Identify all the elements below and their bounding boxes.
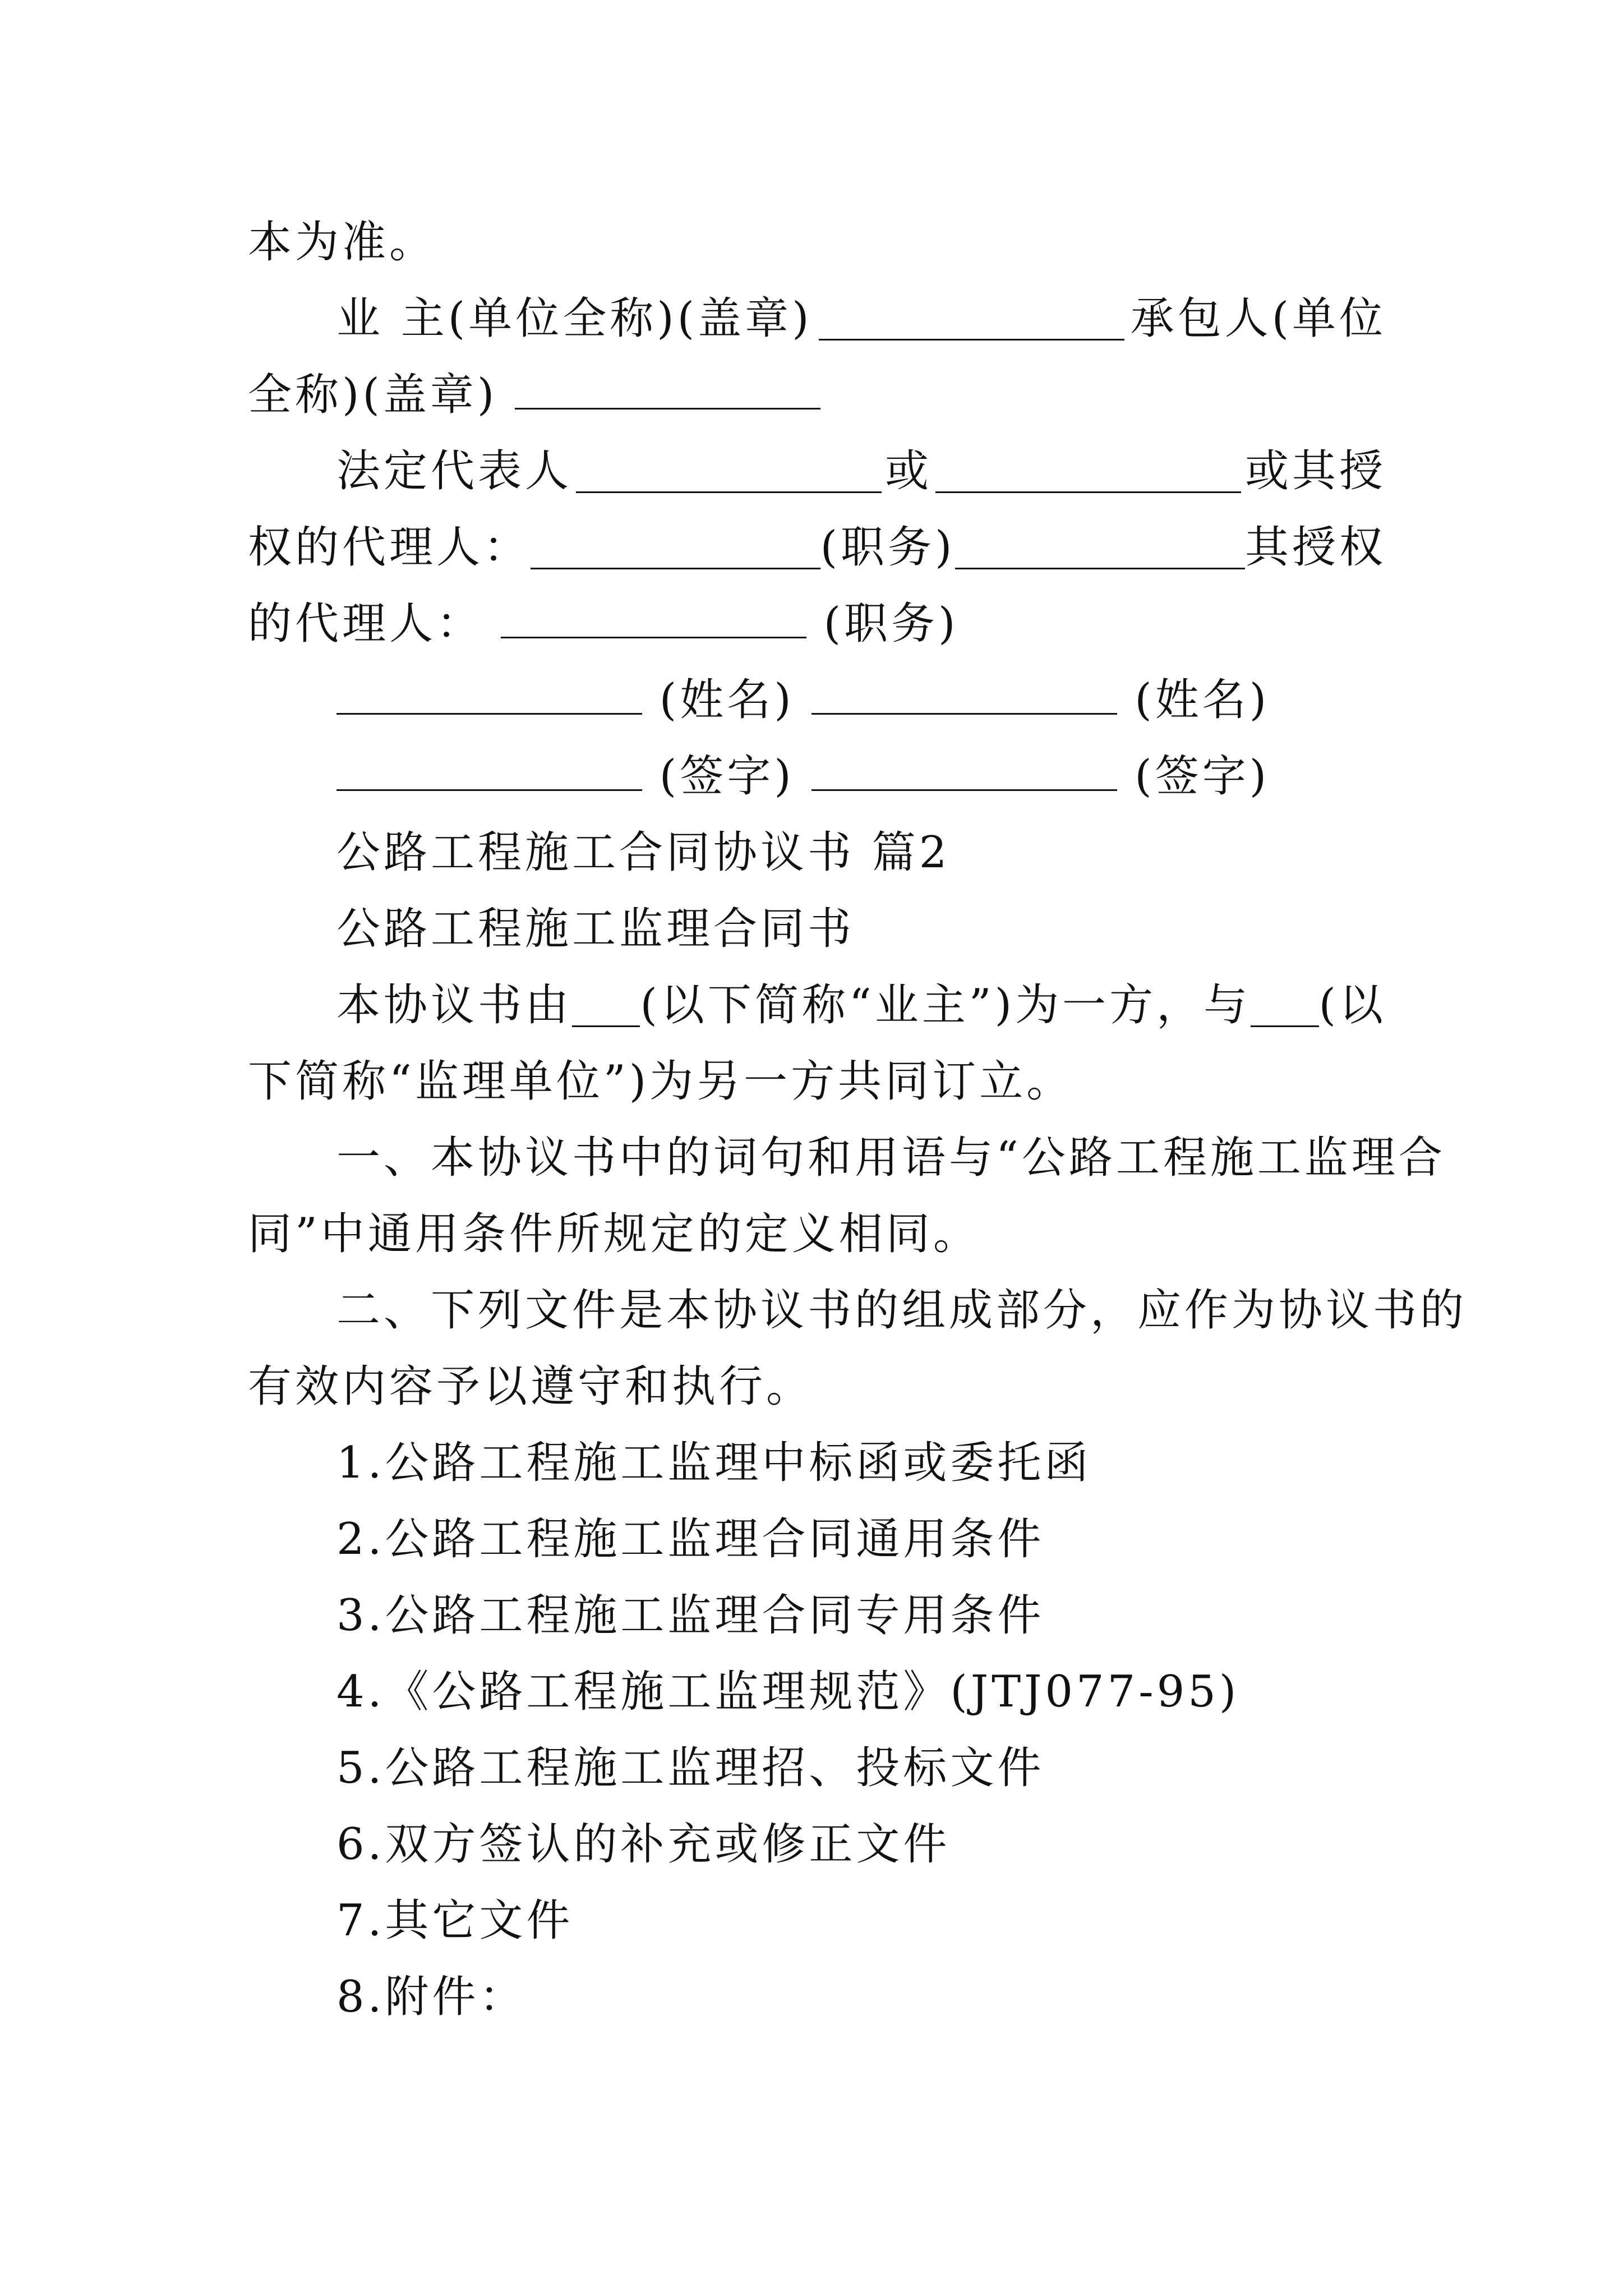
blank-field bbox=[955, 526, 1245, 569]
blank-field bbox=[811, 671, 1117, 715]
signature-line-name bbox=[336, 666, 1386, 734]
text-segment: 8.附件： bbox=[336, 1972, 527, 2022]
list-item bbox=[336, 1963, 1386, 2031]
text-segment: 1.公路工程施工监理中标函或委托函 bbox=[336, 1438, 1092, 1488]
paragraph-line bbox=[248, 1353, 1386, 1420]
text-segment: 3.公路工程施工监理合同专用条件 bbox=[336, 1590, 1045, 1641]
text-segment: 全称)(盖章) bbox=[248, 370, 498, 420]
document-title bbox=[336, 895, 1386, 963]
signature-line-agent bbox=[248, 514, 1386, 581]
paragraph-line bbox=[248, 1200, 1386, 1268]
text-segment: (姓名) bbox=[659, 675, 795, 725]
text-segment: 本为准。 bbox=[248, 217, 437, 268]
text-segment: 二、下列文件是本协议书的组成部分，应作为协议书的 bbox=[336, 1285, 1468, 1336]
blank-field bbox=[515, 366, 820, 409]
text-segment: 承包人(单位 bbox=[1130, 293, 1386, 344]
text-segment: 业 主(单位全称)(盖章) bbox=[336, 293, 813, 344]
signature-line-contractor bbox=[248, 361, 1386, 429]
text-segment: 或 bbox=[884, 446, 932, 496]
text-segment: 7.其它文件 bbox=[336, 1895, 574, 1946]
blank-field bbox=[336, 671, 642, 715]
paragraph-line bbox=[336, 972, 1386, 1039]
blank-field bbox=[336, 748, 642, 791]
section-heading bbox=[336, 819, 1386, 886]
text-segment: 4.《公路工程施工监理规范》(JTJ077-95) bbox=[336, 1667, 1240, 1717]
text-segment: 权的代理人： bbox=[248, 522, 531, 573]
text-segment: (职务) bbox=[820, 522, 956, 573]
list-item bbox=[336, 1582, 1386, 1649]
text-segment: 本协议书由 bbox=[336, 980, 573, 1030]
text-segment: 法定代表人 bbox=[336, 446, 573, 496]
text-segment: 6.双方签认的补充或修正文件 bbox=[336, 1819, 951, 1870]
signature-line-agent-2 bbox=[248, 590, 1386, 657]
text-segment: 的代理人： bbox=[248, 599, 484, 649]
text-segment: (姓名) bbox=[1135, 675, 1270, 725]
blank-field bbox=[811, 748, 1117, 791]
text-segment: 5.公路工程施工监理招、投标文件 bbox=[336, 1743, 1045, 1793]
text-segment: 公路工程施工合同协议书 篇2 bbox=[336, 827, 951, 878]
text-segment: (以下简称“业主”)为一方，与 bbox=[640, 980, 1251, 1030]
text-segment: 其授权 bbox=[1244, 522, 1386, 573]
text-segment: (签字) bbox=[659, 751, 795, 802]
text-segment: 一、本协议书中的词句和用语与“公路工程施工监理合 bbox=[336, 1133, 1446, 1183]
paragraph-line bbox=[248, 1048, 1386, 1115]
text-segment: 2.公路工程施工监理合同通用条件 bbox=[336, 1514, 1045, 1565]
list-item bbox=[336, 1811, 1386, 1878]
paragraph-line bbox=[336, 1277, 1468, 1344]
list-item bbox=[336, 1429, 1386, 1497]
list-item bbox=[336, 1658, 1386, 1726]
blank-field bbox=[501, 595, 806, 638]
text-segment: (以 bbox=[1318, 980, 1386, 1030]
text-segment: 公路工程施工监理合同书 bbox=[336, 904, 855, 954]
paragraph-line bbox=[336, 1124, 1446, 1191]
text-segment: 同”中通用条件所规定的定义相同。 bbox=[248, 1209, 980, 1259]
list-item bbox=[336, 1506, 1386, 1573]
text-segment: 下简称“监理单位”)为另一方共同订立。 bbox=[248, 1056, 1074, 1107]
text-segment: (职务) bbox=[823, 599, 959, 649]
signature-line-representative bbox=[336, 438, 1386, 505]
text-segment: (签字) bbox=[1135, 751, 1270, 802]
text-line bbox=[248, 209, 1386, 276]
signature-line-owner bbox=[336, 285, 1386, 352]
signature-line-signature bbox=[336, 743, 1386, 810]
list-item bbox=[336, 1734, 1386, 1802]
text-segment: 有效内容予以遵守和执行。 bbox=[248, 1361, 814, 1412]
blank-field bbox=[572, 984, 640, 1027]
blank-field bbox=[1251, 984, 1318, 1027]
blank-field bbox=[576, 450, 882, 493]
blank-field bbox=[935, 450, 1241, 493]
blank-field bbox=[531, 526, 820, 569]
text-segment: 或其授 bbox=[1244, 446, 1386, 496]
blank-field bbox=[819, 297, 1124, 341]
list-item bbox=[336, 1887, 1386, 1954]
